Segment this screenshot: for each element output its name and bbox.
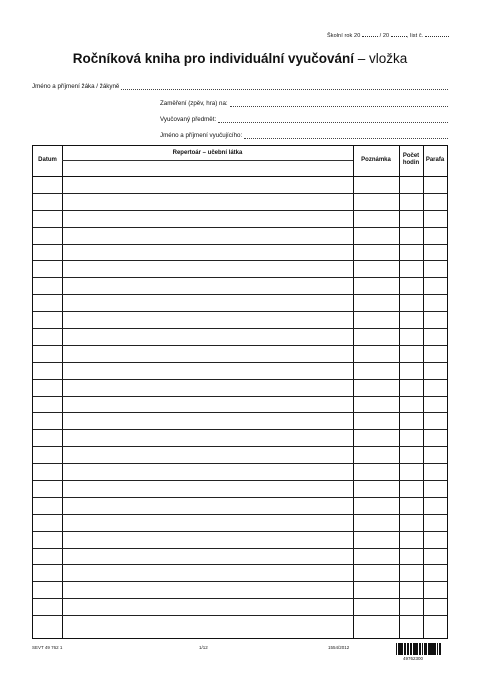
- table-row[interactable]: [33, 582, 447, 599]
- table-row[interactable]: [33, 515, 447, 532]
- table-row[interactable]: [33, 397, 447, 414]
- school-year-line: Školní rok 20 / 20 , list č.: [327, 31, 449, 39]
- subject-label: Vyučovaný předmět:: [160, 116, 217, 123]
- table-row[interactable]: [33, 532, 447, 549]
- title-dash: –: [354, 51, 370, 66]
- sheet-number-label: list č.: [410, 33, 424, 39]
- table-row[interactable]: [33, 329, 447, 346]
- table-row[interactable]: [33, 413, 447, 430]
- repertoire-header-line: [62, 160, 353, 161]
- subject-line[interactable]: [218, 116, 448, 123]
- teacher-field[interactable]: [160, 132, 448, 139]
- barcode-bar: [440, 643, 441, 655]
- footer-number: 1554/2012: [328, 645, 350, 650]
- table-body: [33, 177, 447, 638]
- school-year-from-field[interactable]: [362, 31, 378, 37]
- table-row[interactable]: [33, 565, 447, 582]
- table-row[interactable]: [33, 464, 447, 481]
- focus-label: Zaměření (zpěv, hra) na:: [160, 100, 228, 107]
- teacher-label: Jméno a příjmení vyučujícího:: [160, 132, 243, 139]
- table-row[interactable]: [33, 447, 447, 464]
- barcode: [396, 643, 448, 655]
- student-name-line[interactable]: [121, 83, 448, 90]
- table-row[interactable]: [33, 211, 447, 228]
- column-header-note: Poznámka: [361, 157, 391, 163]
- table-row[interactable]: [33, 295, 447, 312]
- column-header-hours-line2: hodin: [402, 160, 420, 166]
- table-row[interactable]: [33, 363, 447, 380]
- table-row[interactable]: [33, 245, 447, 262]
- focus-line[interactable]: [230, 100, 448, 107]
- title-sub: vložka: [369, 51, 408, 66]
- table-row[interactable]: [33, 430, 447, 447]
- table-row[interactable]: [33, 599, 447, 616]
- title-main: Ročníková kniha pro individuální vyučování: [72, 51, 355, 66]
- column-header-repertoire: Repertoár – učební látka: [172, 150, 243, 156]
- barcode-number: 49762300: [403, 656, 424, 661]
- table-row[interactable]: [33, 549, 447, 566]
- sheet-number-field[interactable]: [425, 31, 449, 37]
- page-title: [0, 51, 480, 66]
- table-row[interactable]: [33, 261, 447, 278]
- column-header-hours-line1: Počet: [402, 153, 420, 159]
- school-year-label: Školní rok 20: [326, 33, 361, 39]
- footer-page: 1/12: [199, 645, 208, 650]
- column-header-hours: [399, 153, 423, 167]
- focus-field[interactable]: [160, 100, 448, 107]
- school-year-sep: / 20: [379, 33, 390, 39]
- table-row[interactable]: [33, 278, 447, 295]
- footer-code: SEVT 49 762 1: [32, 645, 63, 650]
- table-row[interactable]: [33, 346, 447, 363]
- table-row[interactable]: [33, 228, 447, 245]
- subject-field[interactable]: [160, 116, 448, 123]
- table-row[interactable]: [33, 312, 447, 329]
- table-row[interactable]: [33, 616, 447, 633]
- table-row[interactable]: [33, 498, 447, 515]
- table-row[interactable]: [33, 481, 447, 498]
- table-row[interactable]: [33, 194, 447, 211]
- table-row[interactable]: [33, 380, 447, 397]
- student-name-field[interactable]: [32, 83, 448, 90]
- lesson-table: [32, 145, 448, 639]
- student-name-label: Jméno a příjmení žáka / žákyně: [32, 83, 120, 90]
- column-header-date: Datum: [38, 157, 57, 163]
- table-row[interactable]: [33, 177, 447, 194]
- school-year-to-field[interactable]: [391, 31, 407, 37]
- column-header-initials: Parafa: [425, 157, 445, 163]
- teacher-line[interactable]: [244, 132, 448, 139]
